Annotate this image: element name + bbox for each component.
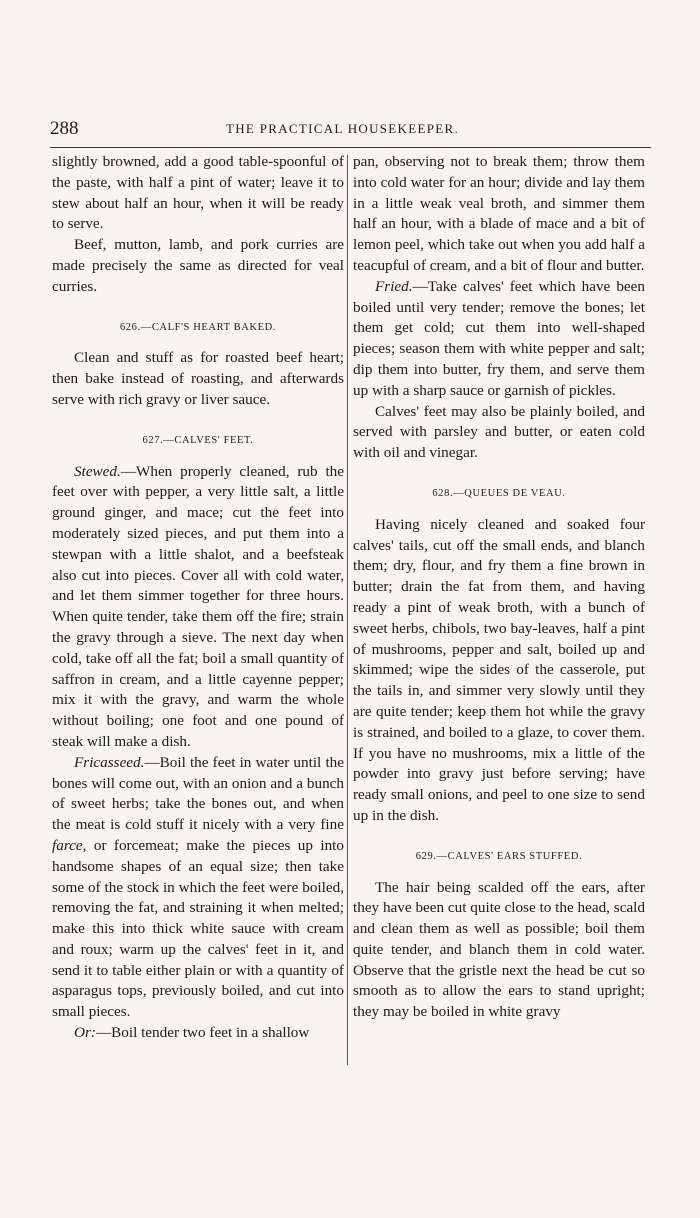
paragraph: Having nicely cleaned and soaked four calves' tails, cut off the small ends, and blanch them; dry, flour, and fry them a fine brown in butter; drain the fat from them, and having ready a pint of weak broth, with a bunch of sweet herbs, chibols, two bay-leaves, half a pint of mushrooms, pepper and salt, boiled up and skimmed; wipe the sides of the casserole, put the tails in, and simmer very slowly until they are quite tender; keep them hot while the gravy is strained, and boiled to a glaze, to cover them. If you have no mushrooms, mix a little of the powder into gravy just before serving; have ready small onions, and peel to one size to send up in the dish. xyxy=(353,515,645,824)
paragraph-lead: Stewed. xyxy=(74,462,121,480)
right-column xyxy=(353,152,645,1023)
recipe-heading: 627.—CALVES' FEET. xyxy=(142,434,254,446)
paragraph xyxy=(52,753,344,1023)
paragraph-text: —When properly cleaned, rub the feet over with pepper, a very little salt, a little ground ginger, and mace; cut the feet into moderately sized pieces, and put them into a stewpan with a little shalot, and a beefsteak also cut into pieces. Cover all with cold water, and let them simmer together for three hours. When quite tender, take them off the fire; strain the gravy through a sieve. The next day when cold, take off all the fat; boil a small quantity of saffron in cream, and a little cayenne pepper; mix it with the gravy, and warm the whole without boiling; one foot and one pound of steak will make a dish. xyxy=(52,462,344,750)
italic-term: farce xyxy=(52,836,83,854)
paragraph xyxy=(52,462,344,753)
paragraph-text: , or forcemeat; make the pieces up into handsome shapes of an equal size; then take some of the stock in which the feet were boiled, removing the fat, and straining it when melted; make this into thick white sauce with cream and roux; warm up the calves' feet in it, and send it to table either plain or with a quantity of asparagus tops, previously boiled, and cut into small pieces. xyxy=(52,836,344,1021)
paragraph xyxy=(353,277,645,402)
paragraph: Clean and stuff as for roasted beef heart; then bake instead of roasting, and afterwards serve with rich gravy or liver sauce. xyxy=(52,349,344,408)
left-column xyxy=(52,152,344,1044)
paragraph: slightly browned, add a good table-spoonful of the paste, with half a pint of water; leave it to stew about half an hour, when it will be ready to serve. xyxy=(52,153,344,233)
paragraph: pan, observing not to break them; throw them into cold water for an hour; divide and lay them in a little weak veal broth, and simmer them half an hour, with a blade of mace and a bit of lemon peel, which take out when you add half a teacupful of cream, and a bit of flour and butter. xyxy=(353,153,645,274)
recipe-heading: 628.—QUEUES DE VEAU. xyxy=(432,487,566,499)
paragraph: Beef, mutton, lamb, and pork curries are made precisely the same as directed for veal curries. xyxy=(52,236,344,295)
paragraph-text: —Take calves' feet which have been boiled until very tender; remove the bones; let them get cold; cut them into well-shaped pieces; season them with white pepper and salt; dip them into butter, fry them, and serve them up with a sharp sauce or garnish of pickles. xyxy=(353,277,645,399)
paragraph: Calves' feet may also be plainly boiled, and served with parsley and butter, or eaten cold with oil and vinegar. xyxy=(353,402,645,462)
paragraph-text: —Boil tender two feet in a shallow xyxy=(95,1024,310,1042)
paragraph-lead: Fried. xyxy=(375,277,413,295)
column-divider xyxy=(347,155,348,1065)
recipe-heading: 629.—CALVES' EARS STUFFED. xyxy=(415,850,583,862)
paragraph xyxy=(52,1023,344,1044)
paragraph-lead: Or: xyxy=(74,1024,96,1042)
running-title: THE PRACTICAL HOUSEKEEPER. xyxy=(226,121,460,136)
page-number: 288 xyxy=(50,118,79,139)
recipe-heading: 626.—CALF'S HEART BAKED. xyxy=(119,321,277,333)
paragraph-text: —Boil the feet in water until the bones will come out, with an onion and a bunch of sweet herbs; take the bones out, and when the meat is cold stuff it nicely with a very fine xyxy=(52,753,344,834)
paragraph: The hair being scalded off the ears, after they have been cut quite close to the head, scald and clean them as well as possible; boil them quite tender, and blanch them in cold water. Observe that the gristle next the head be cut so smooth as to allow the ears to stand upright; they may be boiled in white gravy xyxy=(353,878,645,1021)
header-rule xyxy=(50,147,651,148)
paragraph-lead: Fricasseed. xyxy=(74,753,145,771)
